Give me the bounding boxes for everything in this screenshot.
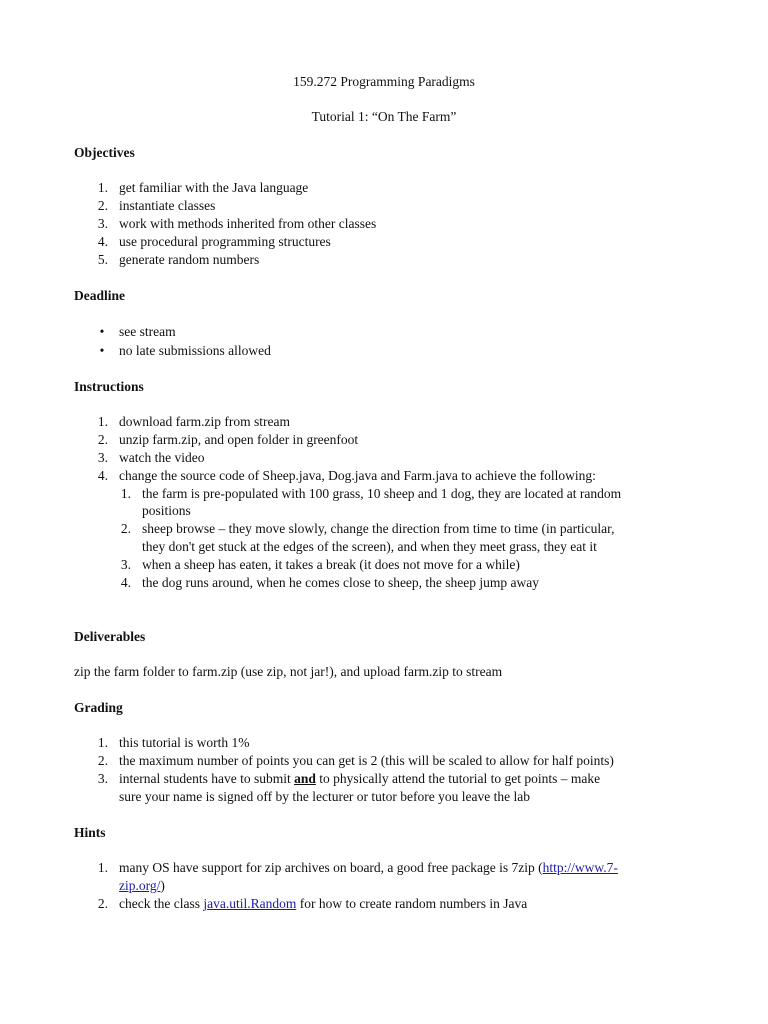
list-item-text: )	[160, 878, 165, 893]
objectives-heading: Objectives	[74, 145, 135, 160]
list-item-continuation	[119, 878, 165, 894]
instructions-heading: Instructions	[74, 379, 144, 394]
list-item: change the source code of Sheep.java, Dog.java and Farm.java to achieve the following:	[119, 468, 596, 483]
course-title: 159.272 Programming Paradigms	[293, 74, 475, 89]
list-item: instantiate classes	[119, 198, 216, 213]
list-number: 1.	[97, 180, 108, 195]
list-item: sheep browse – they move slowly, change the direction from time to time (in particular,	[142, 521, 615, 536]
list-item-text: for how to create random numbers in Java	[296, 896, 528, 911]
7zip-link[interactable]: http://www.7-	[542, 860, 618, 875]
list-number: 2.	[97, 432, 108, 447]
list-item: work with methods inherited from other classes	[119, 216, 377, 231]
list-item: this tutorial is worth 1%	[119, 735, 250, 750]
list-number: 1.	[97, 735, 108, 750]
grading-heading: Grading	[74, 700, 123, 715]
deadline-heading: Deadline	[74, 288, 126, 303]
bullet-icon: •	[99, 324, 105, 339]
list-item	[119, 860, 618, 876]
list-item: the maximum number of points you can get is 2 (this will be scaled to allow for half points)	[119, 753, 614, 768]
list-item-text: many OS have support for zip archives on board, a good free package is 7zip (	[119, 860, 543, 875]
list-item: when a sheep has eaten, it takes a break (it does not move for a while)	[142, 557, 520, 572]
list-item: no late submissions allowed	[119, 343, 271, 358]
hints-heading: Hints	[74, 825, 106, 840]
list-item: generate random numbers	[119, 252, 260, 267]
list-item: watch the video	[119, 450, 205, 465]
list-item-continuation: positions	[142, 503, 191, 518]
list-number: 3.	[97, 216, 108, 231]
7zip-link-continued[interactable]: zip.org/	[119, 878, 161, 893]
list-item: unzip farm.zip, and open folder in greenfoot	[119, 432, 359, 447]
list-item-continuation: sure your name is signed off by the lecturer or tutor before you leave the lab	[119, 789, 530, 804]
list-item-text: check the class	[119, 896, 204, 911]
list-item: download farm.zip from stream	[119, 414, 290, 429]
list-number: 2.	[97, 198, 108, 213]
list-item-continuation: they don't get stuck at the edges of the screen), and when they meet grass, they eat it	[142, 539, 597, 554]
list-number: 2.	[120, 521, 131, 536]
tutorial-title: Tutorial 1: “On The Farm”	[311, 109, 457, 124]
emphasis-and: and	[294, 771, 316, 786]
list-item	[119, 896, 527, 912]
bullet-icon: •	[99, 343, 105, 358]
deliverables-heading: Deliverables	[74, 629, 146, 644]
list-number: 1.	[97, 860, 108, 875]
list-number: 2.	[97, 753, 108, 768]
deliverables-text: zip the farm folder to farm.zip (use zip, not jar!), and upload farm.zip to stream	[74, 664, 503, 679]
list-item: the dog runs around, when he comes close to sheep, the sheep jump away	[142, 575, 540, 590]
list-number: 5.	[97, 252, 108, 267]
list-item	[119, 771, 600, 787]
java-random-link[interactable]: java.util.Random	[203, 896, 297, 911]
list-number: 1.	[120, 486, 131, 501]
list-number: 1.	[97, 414, 108, 429]
list-item-text: to physically attend the tutorial to get points – make	[315, 771, 601, 786]
list-number: 4.	[120, 575, 131, 590]
list-item: the farm is pre-populated with 100 grass, 10 sheep and 1 dog, they are located at random	[142, 486, 622, 501]
list-number: 3.	[120, 557, 131, 572]
list-item: use procedural programming structures	[119, 234, 331, 249]
list-number: 3.	[97, 450, 108, 465]
list-number: 2.	[97, 896, 108, 911]
list-number: 4.	[97, 234, 108, 249]
list-item: get familiar with the Java language	[119, 180, 309, 195]
list-number: 4.	[97, 468, 108, 483]
list-number: 3.	[97, 771, 108, 786]
list-item-text: internal students have to submit	[119, 771, 295, 786]
list-item: see stream	[119, 324, 176, 339]
